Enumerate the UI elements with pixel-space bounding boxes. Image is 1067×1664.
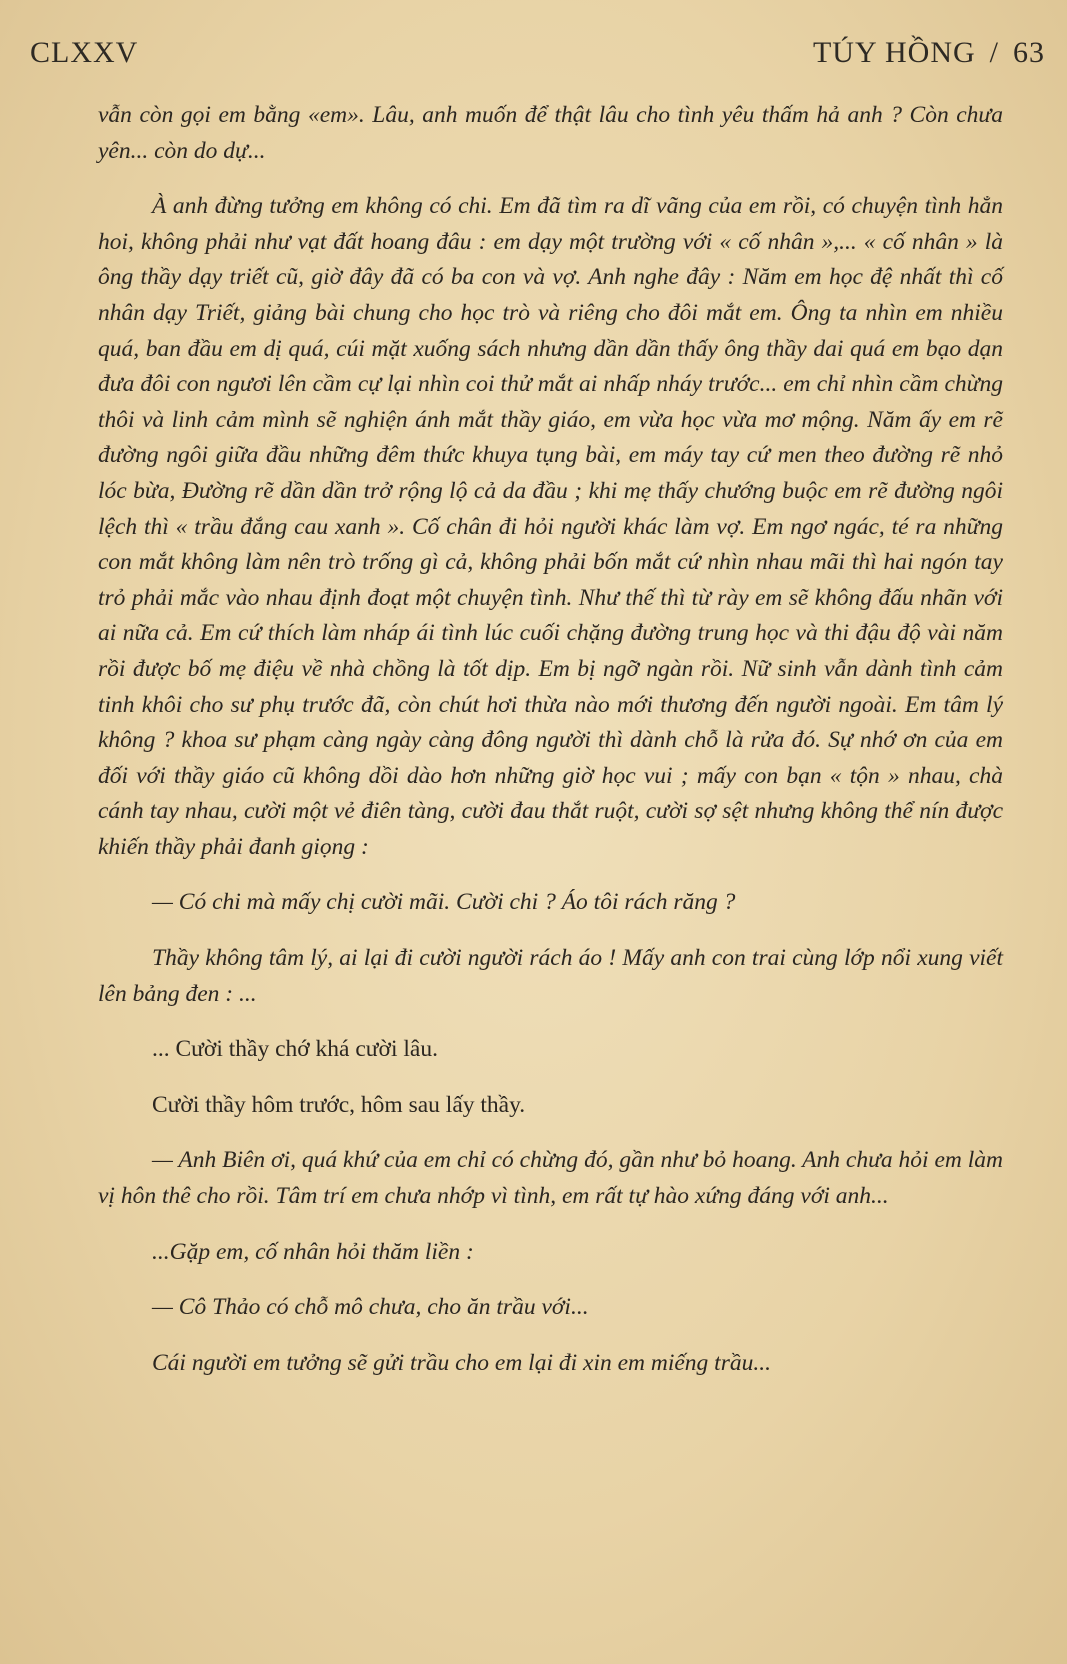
page-body bbox=[98, 98, 1003, 1381]
paragraph: ...Gặp em, cố nhân hỏi thăm liền : bbox=[152, 1238, 474, 1265]
dialogue-line: — Anh Biên ơi, quá khứ của em chỉ có chừng đó, gần như bỏ hoang. Anh chưa hỏi em làm vị hôn thê cho rồi. Tâm trí em chưa nhớp vì tình, em rất tự hào xứng đáng với anh... bbox=[98, 1147, 1003, 1210]
paragraph: Cái người em tưởng sẽ gửi trầu cho em lại đi xin em miếng trầu... bbox=[152, 1349, 771, 1376]
verse-line: ... Cười thầy chớ khá cười lâu. bbox=[152, 1036, 438, 1063]
chapter-number: CLXXV bbox=[30, 36, 139, 69]
paragraph: vẫn còn gọi em bằng «em». Lâu, anh muốn để thật lâu cho tình yêu thấm hả anh ? Còn chưa yên... còn do dự... bbox=[98, 102, 1003, 164]
page-number: 63 bbox=[1013, 36, 1045, 69]
page-header bbox=[0, 30, 1067, 80]
author-name: TÚY HỒNG bbox=[812, 36, 976, 69]
dialogue-line: — Cô Thảo có chỗ mô chưa, cho ăn trầu với... bbox=[152, 1294, 589, 1321]
paragraph: À anh đừng tưởng em không có chi. Em đã tìm ra dĩ vãng của em rồi, có chuyện tình hẳn hoi, không phải như vạt đất hoang đâu : em dạy một trường với « cố nhân »,... « cố nhân » là ông thầy dạy triết cũ, giờ đây đã có ba con và vợ. Anh nghe đây : Năm em học đệ nhất thì cố nhân dạy Triết, giảng bài chung cho học trò và riêng cho đôi mắt em. Ông ta nhìn em nhiều quá, ban đầu em dị quá, cúi mặt xuống sách nhưng dần dần thấy ông thầy dai quá em bạo dạn đưa đôi con ngươi lên cầm cự lại nhìn coi thử mắt ai nhấp nháy trước... em chỉ nhìn cầm chừng thôi và linh cảm mình sẽ nghiện ánh mắt thầy giáo, em vừa học vừa mơ mộng. Năm ấy em rẽ đường ngôi giữa đầu những đêm thức khuya tụng bài, em máy tay cứ men theo đường rẽ nhỏ lóc bừa, Đường rẽ dần dần trở rộng lộ cả da đầu ; khi mẹ thấy chướng buộc em rẽ đường ngôi lệch thì « trầu đắng cau xanh ». Cố chân đi hỏi người khác làm vợ. Em ngơ ngác, té ra những con mắt không làm nên trò trống gì cả, không phải bốn mắt cứ nhìn nhau mãi thì hai ngón tay trỏ phải mắc vào nhau định đoạt một chuyện tình. Như thế thì từ rày em sẽ không đấu nhãn với ai nữa cả. Em cứ thích làm nháp ái tình lúc cuối chặng đường trung học và thi đậu độ vài năm rồi được bố mẹ điệu về nhà chồng là tốt dịp. Em bị ngỡ ngàn rồi. Nữ sinh vẫn dành tình cảm tinh khôi cho sư phụ trước đã, còn chút hơi thừa nào mới thương đến người ngoài. Em tâm lý không ? khoa sư phạm càng ngày càng đông người thì dành chỗ là rửa đó. Sự nhớ ơn của em đối với thầy giáo cũ không dồi dào hơn những giờ học vui ; mấy con bạn « tộn » nhau, chà cánh tay nhau, cười một vẻ điên tàng, cười đau thắt ruột, cười sợ sệt nhưng không thể nín được khiến thầy phải đanh giọng : bbox=[98, 193, 1003, 860]
paragraph: Thầy không tâm lý, ai lại đi cười người rách áo ! Mấy anh con trai cùng lớp nổi xung viết lên bảng đen : ... bbox=[98, 945, 1003, 1007]
verse-line: Cười thầy hôm trước, hôm sau lấy thầy. bbox=[152, 1091, 526, 1118]
running-head bbox=[813, 36, 1045, 70]
dialogue-line: — Có chi mà mấy chị cười mãi. Cười chi ? Áo tôi rách răng ? bbox=[152, 889, 736, 916]
header-separator: / bbox=[989, 36, 999, 69]
